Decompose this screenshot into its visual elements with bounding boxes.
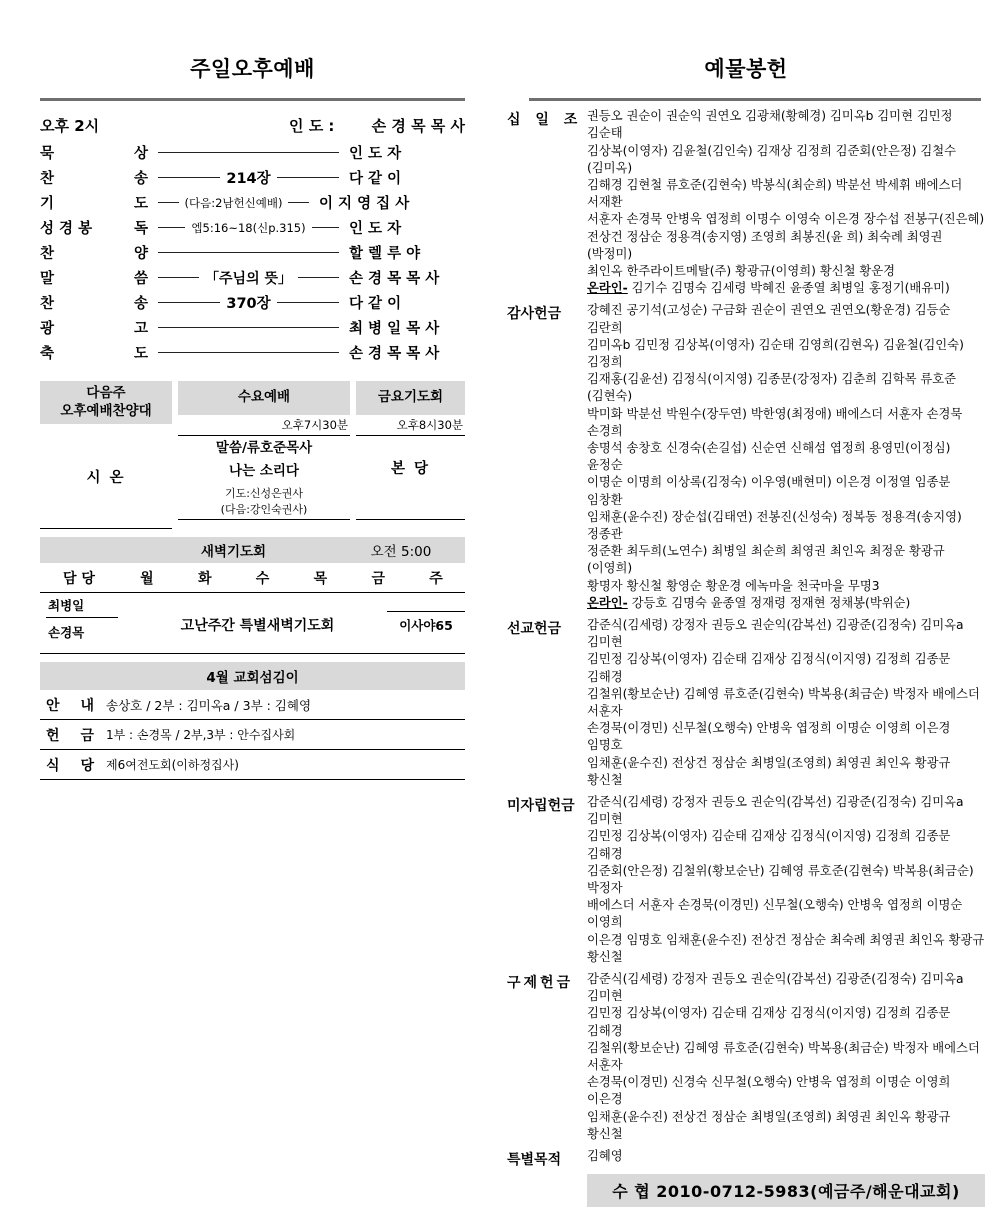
- liturgy-item-b: 도: [133, 196, 148, 213]
- dawn-col-tue: 화: [197, 571, 212, 588]
- page-title-offering: 예물봉헌: [704, 57, 788, 81]
- wednesday-pray-next: (다음:강인숙권사): [220, 502, 308, 516]
- wednesday-service-time: 오후7시30분: [178, 415, 350, 436]
- offering-name-line: 이명순 이명희 이상록(김정숙) 이우영(배현미) 이은경 이정열 임종분 임창환: [587, 475, 951, 507]
- april-label-offering: [40, 725, 106, 745]
- liturgy-value: (다음:2남헌신예배): [184, 195, 283, 210]
- offering-name-line: 임채훈(윤수진) 장순섭(김태연) 전봉진(신성숙) 정복동 정용격(송지영) 정종관: [587, 509, 962, 541]
- offering-name-line: 황명자 황신철 황영순 황운경 에녹마을 천국마을 무명3: [587, 578, 880, 593]
- liturgy-row: [40, 240, 465, 265]
- offering-name-line: 송명석 송창호 신경숙(손길섭) 신순연 신해섬 엽정희 용영민(이정심) 윤정순: [587, 440, 951, 473]
- offering-name-line: 김민정 김상복(이영자) 김순태 김재상 김정식(이지영) 김정희 김종문 김해경: [587, 652, 951, 684]
- offering-block-relief: [507, 971, 985, 1143]
- april-value-offering: 1부 : 손경목 / 2부,3부 : 안수집사회: [106, 728, 296, 743]
- liturgy-row: [40, 165, 465, 190]
- left-column: [0, 0, 497, 805]
- dawn-prayer-header: [40, 537, 465, 563]
- dawn-col-incharge: 담 당: [63, 571, 95, 588]
- liturgy-item-a: 축: [40, 346, 55, 363]
- friday-prayer-time: 오후8시30분: [356, 415, 465, 436]
- offering-label-relief: 구제헌금: [507, 975, 574, 992]
- next-week-choir-body: [40, 424, 172, 529]
- dawn-scripture: [387, 611, 465, 634]
- liturgy-person: 다 같 이: [349, 171, 402, 188]
- offering-names-mission: [587, 617, 985, 789]
- liturgy-row: [40, 190, 465, 215]
- leader-line: [277, 177, 339, 178]
- offering-name-line: 서훈자 손경묵 안병욱 엽정희 이명수 이영숙 이은경 장수섭 전봉구(진은혜): [587, 212, 985, 227]
- liturgy-person: 인 도 자: [349, 221, 402, 238]
- liturgy-item-name: [40, 317, 148, 338]
- liturgy-item-a: 찬: [40, 296, 55, 313]
- friday-prayer-box: [356, 381, 465, 529]
- april-row-guide: [40, 690, 465, 720]
- liturgy-value-area: [148, 352, 349, 353]
- april-label-b: 금: [80, 727, 94, 744]
- offering-name-line: 감준식(김세령) 강정자 권등오 권순익(감복선) 김광준(김정숙) 김미옥a 김미현: [587, 972, 964, 1004]
- dawn-bottom-rule: [40, 653, 465, 654]
- offering-name-line: 임채훈(윤수진) 전상건 정삼순 최병일(조영희) 최영권 최인옥 황광규 황신철: [587, 1109, 951, 1141]
- service-header-row: [40, 110, 465, 140]
- offering-name-line: 배에스더 서훈자 손경묵(이경민) 신무철(오행숙) 안병욱 엽정희 이명순 이영희: [587, 898, 963, 930]
- liturgy-value: 214장: [226, 171, 271, 188]
- right-column: [497, 0, 993, 1202]
- bank-account-bar: 수 협 2010-0712-5983(예금주/해운대교회): [587, 1174, 985, 1207]
- offering-block-thanksgiving: [507, 302, 985, 612]
- leader-line: [312, 227, 339, 228]
- offering-name-line: 최인옥 한주라이트메탈(주) 황광규(이영희) 황신철 황운경: [587, 263, 896, 278]
- liturgy-value-area: [148, 252, 349, 253]
- dawn-special-note: 고난주간 특별새벽기도회: [180, 618, 335, 635]
- next-week-choir-box: [40, 381, 172, 529]
- liturgy-item-b: 상: [133, 146, 148, 163]
- offering-name-line: 전상건 정삼순 정용격(송지영) 조영희 최봉진(윤 희) 최숙례 최영권(박정미): [587, 229, 943, 261]
- friday-prayer-header: 금요기도회: [356, 381, 465, 415]
- dawn-col-mon: 월: [140, 571, 154, 588]
- offering-name-line: 김상복(이영자) 김윤철(김인숙) 김재상 김정희 김준회(안은정) 김철수(김미옥): [587, 143, 957, 175]
- offering-label-tithe: 십 일 조: [507, 112, 583, 129]
- wednesday-service-box: [178, 381, 350, 529]
- april-row-cafeteria: [40, 750, 465, 780]
- dawn-col-wed: 수: [255, 571, 270, 588]
- liturgy-person: 손 경 목 목 사: [349, 271, 440, 288]
- liturgy-item-b: 씀: [133, 271, 148, 288]
- offering-online-line: [587, 595, 985, 612]
- leader-line: [298, 277, 339, 278]
- offering-name-line: 김혜영: [587, 1149, 623, 1164]
- online-tag: 온라인-: [587, 281, 628, 296]
- next-week-choir-title-line2: 오후예배찬양대: [60, 402, 152, 419]
- dawn-col-sun: 주: [429, 571, 443, 588]
- offering-name-line: 감준식(김세령) 강정자 권등오 권순익(감복선) 김광준(김정숙) 김미옥a 김미현: [587, 795, 964, 827]
- title-divider: [40, 98, 465, 101]
- offering-names-thanksgiving: [587, 302, 985, 612]
- liturgy-value-area: [148, 195, 319, 211]
- offering-name-line: 박미화 박분선 박원수(장두연) 박한영(최정애) 배에스더 서훈자 손경묵 손경희: [587, 406, 963, 438]
- offering-name-line: 황신철: [587, 949, 623, 964]
- leader-line: [158, 277, 199, 278]
- next-week-choir-title-line1: 다음주: [86, 385, 126, 402]
- april-row-offering: [40, 720, 465, 750]
- liturgy-value-area: [148, 152, 349, 153]
- offering-block-mission: [507, 617, 985, 789]
- april-label-b: 내: [80, 697, 94, 714]
- liturgy-item-b: 양: [133, 246, 148, 263]
- liturgy-item-name: [40, 267, 148, 288]
- liturgy-item-b: 고: [133, 321, 148, 338]
- sermon-title: 「주님의 뜻」: [205, 270, 292, 287]
- offering-name-line: 김민정 김상복(이영자) 김순태 김재상 김정식(이지영) 김정희 김종문 김해경: [587, 1006, 951, 1038]
- april-label-a: 안: [46, 697, 60, 714]
- liturgy-person: 이 지 영 집 사: [319, 196, 410, 213]
- liturgy-item-name: [40, 167, 148, 188]
- friday-prayer-body: [356, 415, 465, 520]
- offering-names-special-purpose: [587, 1148, 985, 1169]
- liturgy-item-name: [40, 242, 148, 263]
- dawn-prayer-section: [40, 537, 465, 654]
- liturgy-item-a: 성 경 봉: [40, 221, 93, 238]
- april-label-a: 식: [46, 757, 60, 774]
- dawn-scripture-rule: [387, 611, 465, 612]
- next-week-choir-header: [40, 381, 172, 424]
- leader-line: [158, 152, 339, 153]
- offering-name-line: 김철위(황보순난) 김혜영 류호준(김현숙) 박복용(최금순) 박정자 배에스더 서훈자: [587, 1040, 980, 1073]
- dawn-leader-1: 최병일: [46, 593, 118, 618]
- april-label-b: 당: [80, 757, 94, 774]
- leader-label: 인 도 :: [289, 116, 335, 135]
- offering-block-special-purpose: [507, 1148, 985, 1169]
- liturgy-row: [40, 315, 465, 340]
- liturgy-item-name: [40, 192, 148, 213]
- liturgy-value: 엡5:16~18(신p.315): [191, 220, 306, 235]
- offering-name-line: 손경묵(이경민) 신경숙 신무철(오행숙) 안병욱 엽정희 이명순 이영희 이은경: [587, 1075, 951, 1107]
- april-label-guide: [40, 695, 106, 715]
- friday-prayer-location: 본 당: [390, 460, 431, 477]
- leader-line: [158, 302, 220, 303]
- dawn-leader-2: 손경목: [48, 625, 85, 641]
- liturgy-item-a: 기: [40, 196, 55, 213]
- offering-name-line: 손경묵(이경민) 신무철(오행숙) 안병욱 엽정희 이명순 이영희 이은경 임명호: [587, 721, 951, 753]
- dawn-col-thu: 목: [313, 571, 328, 588]
- liturgy-item-b: 송: [133, 171, 148, 188]
- offering-block-church-support: [507, 794, 985, 966]
- order-of-worship: [40, 110, 465, 365]
- online-names: 강등호 김명숙 윤종열 정재령 정재현 정채봉(박위순): [631, 595, 911, 610]
- wednesday-speaker: 말씀/류호준목사: [215, 439, 313, 456]
- offering-names-church-support: [587, 794, 985, 966]
- dawn-prayer-time: 오전 5:00: [370, 544, 432, 561]
- choir-name: 시 온: [86, 469, 126, 486]
- liturgy-value: 370장: [226, 296, 271, 313]
- offering-name-line: 김준회(안은정) 김철위(황보순난) 김혜영 류호준(김현숙) 박복용(최금순) 박정자: [587, 863, 974, 896]
- offering-name-line: 강혜진 공기석(고성순) 구금화 권순이 권연오 권연오(황운경) 김등순 김란희: [587, 303, 951, 335]
- leader-line: [158, 177, 220, 178]
- offering-names-tithe: [587, 108, 985, 297]
- offering-label-mission: 선교헌금: [507, 620, 562, 637]
- liturgy-item-a: 찬: [40, 171, 55, 188]
- liturgy-item-name: [40, 292, 148, 313]
- leader-line: [158, 202, 179, 203]
- offering-list: [507, 108, 985, 1207]
- wednesday-service-header: 수요예배: [178, 381, 350, 415]
- liturgy-person: 최 병 일 목 사: [349, 321, 440, 338]
- leader-line: [158, 352, 339, 353]
- dawn-prayer-title: 새벽기도회: [200, 544, 267, 561]
- liturgy-value-area: [148, 292, 349, 313]
- offering-label-church-support: 미자립헌금: [507, 798, 575, 815]
- leader-line: [158, 227, 185, 228]
- dawn-prayer-columns: [40, 563, 465, 593]
- liturgy-person: 손 경 목 목 사: [349, 346, 440, 363]
- liturgy-value-area: [148, 220, 349, 236]
- liturgy-value-area: [148, 268, 349, 288]
- online-tag: 온라인-: [587, 595, 628, 610]
- wednesday-sermon-title: 나는 소리다: [229, 463, 299, 480]
- offering-title-divider: [529, 98, 981, 101]
- liturgy-person: 인 도 자: [349, 146, 402, 163]
- leader-line: [277, 302, 339, 303]
- wednesday-service-body: [178, 415, 350, 520]
- liturgy-item-b: 도: [133, 346, 148, 363]
- liturgy-item-name: [40, 342, 148, 363]
- offering-name-line: 감준식(김세령) 강정자 권등오 권순익(감복선) 김광준(김정숙) 김미옥a 김미현: [587, 617, 964, 650]
- offering-label-thanksgiving: 감사헌금: [507, 306, 562, 323]
- liturgy-row: [40, 215, 465, 240]
- liturgy-item-a: 광: [40, 321, 55, 338]
- dawn-scripture-text: 이사야65: [399, 618, 453, 634]
- liturgy-item-a: 말: [40, 271, 55, 288]
- offering-online-line: [587, 280, 985, 297]
- liturgy-item-a: 묵: [40, 146, 55, 163]
- offering-name-line: 김철위(황보순난) 김혜영 류호준(김현숙) 박복용(최금순) 박정자 배에스더 서훈자: [587, 686, 980, 718]
- service-time: 오후 2시: [40, 116, 100, 135]
- dawn-prayer-body: [40, 593, 465, 653]
- offering-name-line: 김해경 김현철 류호준(김현숙) 박봉식(최순희) 박분선 박세휘 배에스더 서재환: [587, 177, 963, 210]
- liturgy-person: 할 렐 루 야: [349, 246, 421, 263]
- offering-name-line: 김민정 김상복(이영자) 김순태 김재상 김정식(이지영) 김정희 김종문 김해경: [587, 829, 951, 861]
- offering-name-line: 정준환 최두희(노연수) 최병일 최순희 최영권 최인옥 최정운 황광규(이영희): [587, 544, 945, 576]
- offering-block-tithe: [507, 108, 985, 297]
- april-label-cafeteria: [40, 755, 106, 775]
- wednesday-pray-leader: 기도:신성은권사: [224, 486, 304, 500]
- service-info-boxes: [40, 381, 465, 529]
- april-label-a: 헌: [46, 727, 60, 744]
- liturgy-item-b: 독: [133, 221, 148, 238]
- liturgy-person: 다 같 이: [349, 296, 402, 313]
- liturgy-row: [40, 140, 465, 165]
- liturgy-item-name: [40, 142, 148, 163]
- liturgy-value-area: [148, 327, 349, 328]
- april-value-guide: 송상호 / 2부 : 김미옥a / 3부 : 김혜영: [106, 697, 312, 713]
- offering-name-line: 이은경 임명호 임채훈(윤수진) 전상건 정삼순 최숙례 최영권 최인옥 황광규: [587, 932, 985, 947]
- offering-label-special-purpose: 특별목적: [507, 1152, 562, 1169]
- liturgy-value-area: [148, 167, 349, 188]
- offering-name-line: 임채훈(윤수진) 전상건 정삼순 최병일(조영희) 최영권 최인옥 황광규 황신철: [587, 755, 951, 787]
- offering-names-relief: [587, 971, 985, 1143]
- leader-name: 손 경 목 목 사: [371, 116, 465, 135]
- dawn-col-fri: 금: [371, 571, 385, 588]
- april-servers-section: [40, 662, 465, 780]
- liturgy-item-a: 찬: [40, 246, 55, 263]
- leader-line: [158, 252, 339, 253]
- offering-name-line: 권등오 권순이 권순익 권연오 김광채(황혜경) 김미옥b 김미현 김민정 김순태: [587, 109, 953, 141]
- offering-name-line: 김미옥b 김민정 김상복(이영자) 김순태 김영희(김현옥) 김윤철(김인숙) 김정희: [587, 337, 964, 369]
- april-servers-header: 4월 교회섬김이: [40, 662, 465, 690]
- liturgy-row: [40, 290, 465, 315]
- liturgy-row: [40, 265, 465, 290]
- april-value-cafeteria: 제6여전도회(이하정집사): [106, 758, 239, 773]
- offering-name-line: 김재홍(김윤선) 김정식(이지영) 김종문(강정자) 김춘희 김학목 류호준(김현숙): [587, 372, 957, 404]
- service-leader: [289, 115, 465, 136]
- online-names: 김기수 김명숙 김세령 박혜진 윤종열 최병일 홍정기(배유미): [631, 281, 950, 296]
- liturgy-item-name: [40, 217, 148, 238]
- liturgy-row: [40, 340, 465, 365]
- leader-line: [288, 202, 309, 203]
- leader-line: [158, 327, 339, 328]
- page-title-sunday-afternoon-service: 주일오후예배: [190, 57, 315, 81]
- liturgy-item-b: 송: [133, 296, 148, 313]
